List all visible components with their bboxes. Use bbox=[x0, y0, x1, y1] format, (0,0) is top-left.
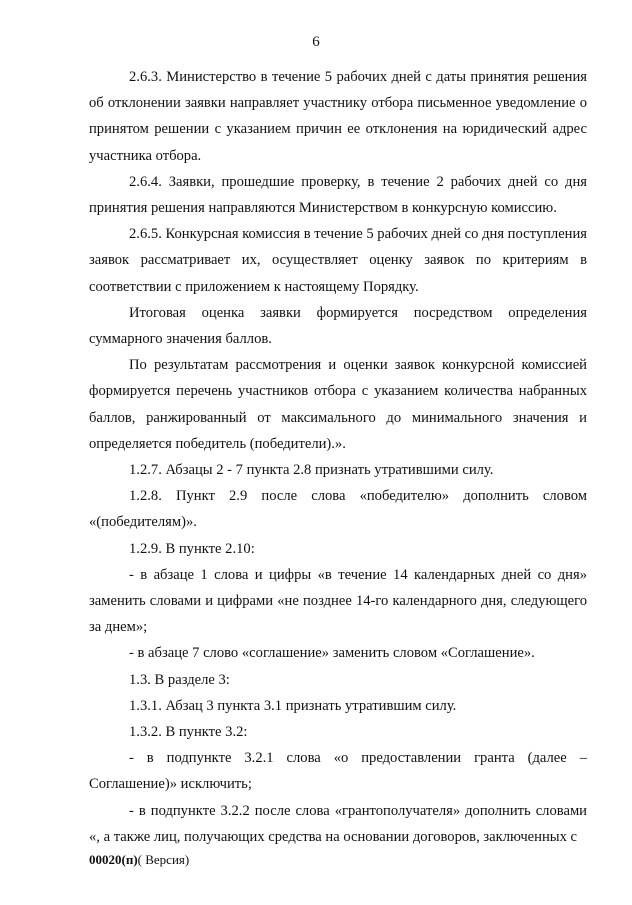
footer-version-label: ( Версия) bbox=[137, 852, 190, 867]
paragraph-2-6-4: 2.6.4. Заявки, прошедшие проверку, в течение 2 рабочих дней со дня принятия решения направляются Министерством в конкурсную комиссию. bbox=[89, 173, 587, 217]
paragraph-3-2-1: - в подпункте 3.2.1 слова «о предоставлении гранта (далее – Соглашение)» исключить; bbox=[89, 750, 587, 793]
paragraph-results: По результатам рассмотрения и оценки заявок конкурсной комиссией формируется перечень участников отбора с указанием количества набранных баллов, ранжированный от максимального до минимального значения и определяется победитель (победители).». bbox=[89, 357, 587, 452]
paragraph-1-2-8: 1.2.8. Пункт 2.9 после слова «победителю» дополнить словом «(победителям)». bbox=[89, 488, 587, 531]
page-number: 6 bbox=[312, 34, 320, 50]
paragraph-1-2-7: 1.2.7. Абзацы 2 - 7 пункта 2.8 признать утратившими силу. bbox=[129, 462, 494, 479]
footer-code: 00020(п) bbox=[89, 852, 138, 867]
paragraph-1-3: 1.3. В разделе 3: bbox=[129, 671, 230, 688]
paragraph-abzac-7: - в абзаце 7 слово «соглашение» заменить словом «Соглашение». bbox=[129, 645, 535, 662]
paragraph-abzac-1: - в абзаце 1 слова и цифры «в течение 14 календарных дней со дня» заменить словами и цифрами «не позднее 14-го календарного дня, следующего за днем»; bbox=[89, 566, 587, 636]
paragraph-1-2-9: 1.2.9. В пункте 2.10: bbox=[129, 540, 255, 557]
paragraph-final-score: Итоговая оценка заявки формируется посредством определения суммарного значения баллов. bbox=[89, 304, 587, 348]
paragraph-2-6-3: 2.6.3. Министерство в течение 5 рабочих дней с даты принятия решения об отклонении заявки направляет участнику отбора письменное уведомление о принятом решении с указанием причин ее отклонения на юридический адрес участника отбора. bbox=[89, 69, 587, 164]
paragraph-3-2-2: - в подпункте 3.2.2 после слова «грантополучателя» дополнить словами «, а также лиц, получающих средства на основании договоров, заключенных с bbox=[89, 802, 587, 845]
paragraph-2-6-5: 2.6.5. Конкурсная комиссия в течение 5 рабочих дней со дня поступления заявок рассматривает их, осуществляет оценку заявок по критериям в соответствии с приложением к настоящему Порядку. bbox=[89, 226, 588, 295]
document-body bbox=[89, 64, 587, 850]
footer-version bbox=[89, 852, 189, 868]
paragraph-1-3-1: 1.3.1. Абзац 3 пункта 3.1 признать утратившим силу. bbox=[129, 697, 457, 714]
paragraph-1-3-2: 1.3.2. В пункте 3.2: bbox=[129, 724, 248, 741]
